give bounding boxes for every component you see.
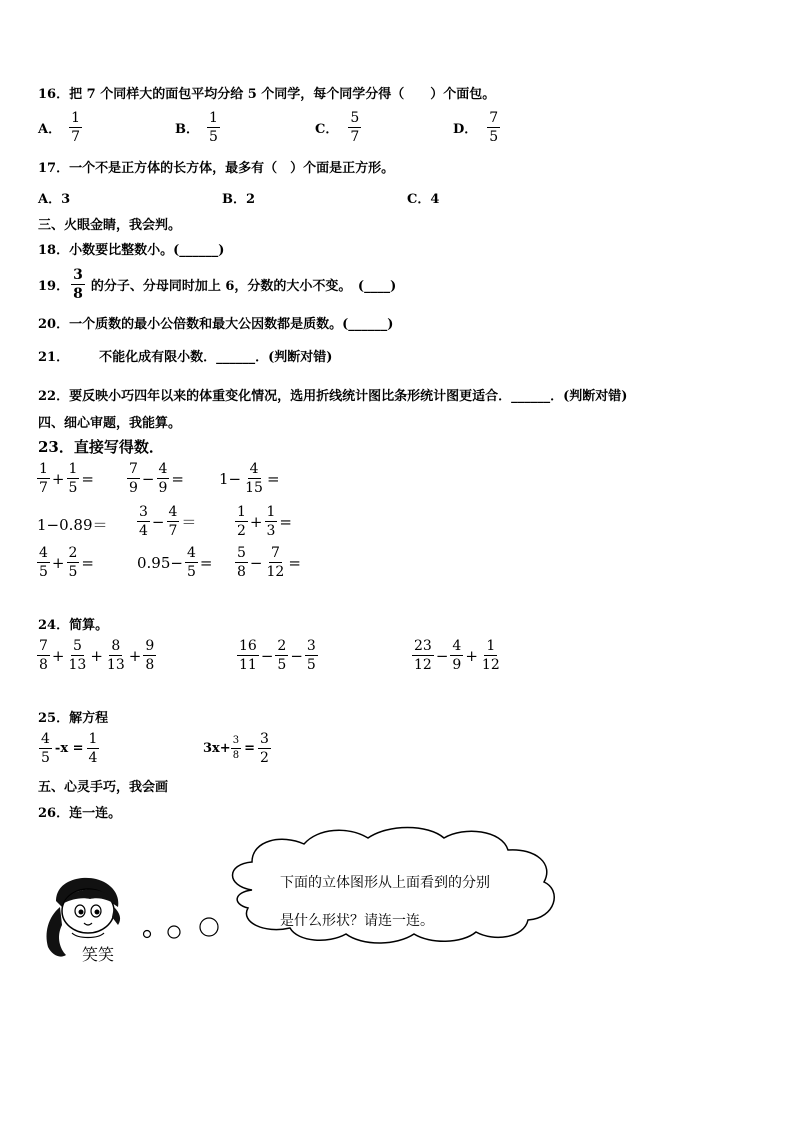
- q17-option-c[interactable]: C．4: [407, 192, 440, 207]
- q23-title: 23．直接写得数．: [38, 438, 164, 456]
- q23-r3-a: $\frac{4}{5}$ + $\frac{2}{5}$ =: [39, 545, 94, 580]
- fraction: $\frac{1}{12}$: [481, 638, 500, 673]
- q23-r2-c: $\frac{1}{2}$ + $\frac{1}{3}$ =: [237, 504, 292, 539]
- fraction: $\frac{3}{4}$: [139, 504, 148, 539]
- q23-r1-b: $\frac{7}{9}$ − $\frac{4}{9}$ =: [129, 461, 184, 496]
- fraction: $\frac{5}{13}$: [68, 638, 87, 673]
- fraction: $\frac{2}{5}$: [277, 638, 287, 673]
- fraction: $\frac{4}{9}$: [158, 461, 168, 496]
- fraction: $\frac{1}{7}$: [71, 110, 81, 145]
- fraction: $\frac{3}{2}$: [259, 731, 269, 766]
- fraction: $\frac{23}{12}$: [414, 638, 432, 673]
- fraction: $\frac{7}{12}$: [266, 545, 285, 580]
- q17-option-b[interactable]: B．2: [222, 192, 256, 207]
- fraction: $\frac{4}{9}$: [452, 638, 462, 673]
- section-3-heading: 三、火眼金睛，我会判。: [38, 218, 182, 233]
- q24-expr-2: $\frac{16}{11}$ − $\frac{2}{5}$ − $\frac{3}{5}$: [239, 638, 316, 673]
- section-5-heading: 五、心灵手巧，我会画: [38, 780, 169, 795]
- fraction: $\frac{1}{5}$: [68, 461, 78, 496]
- q17-option-a[interactable]: A．3: [38, 192, 71, 207]
- fraction: $\frac{4}{5}$: [186, 545, 196, 580]
- fraction: $\frac{7}{5}$: [489, 110, 499, 145]
- fraction: $\frac{8}{13}$: [106, 638, 125, 673]
- q24-expr-3: $\frac{23}{12}$ − $\frac{4}{9}$ + $\frac{1}{12}$: [414, 638, 500, 673]
- q16-option-a[interactable]: A． $\frac{1}{7}$: [38, 110, 81, 145]
- q23-r2-b: $\frac{3}{4}$ − $\frac{4}{7}$ ＝: [139, 504, 197, 539]
- bubble-line-2: 是什么形状？请连一连。: [280, 913, 434, 929]
- section-4-heading: 四、细心审题，我能算。: [38, 416, 182, 431]
- q18-text: 18．小数要比整数小。(______): [38, 243, 225, 258]
- q20-text: 20．一个质数的最小公倍数和最大公因数都是质数。(______): [38, 317, 394, 332]
- q23-r1-a: $\frac{1}{7}$ + $\frac{1}{5}$ =: [39, 461, 94, 496]
- fraction: $\frac{4}{7}$: [168, 504, 178, 539]
- q22-text: 22．要反映小巧四年以来的体重变化情况，选用折线统计图比条形统计图更适合．______．(判断对错): [38, 389, 628, 404]
- q24-expr-1: $\frac{7}{8}$ + $\frac{5}{13}$ + $\frac{8}{13}$ + $\frac{9}{8}$: [39, 638, 155, 673]
- fraction: $\frac{1}{4}$: [88, 731, 98, 766]
- girl-name-label: 笑笑: [82, 945, 115, 964]
- fraction: $\frac{1}{5}$: [209, 110, 218, 145]
- fraction: $\frac{9}{8}$: [145, 638, 155, 673]
- q19-row: 19． $\frac{3}{8}$ 的分子、分母同时加上 6，分数的大小不变。 (____): [38, 267, 397, 302]
- fraction: $\frac{4}{5}$: [41, 731, 50, 766]
- fraction: $\frac{3}{8}$: [232, 735, 240, 761]
- thought-dots: [138, 912, 222, 946]
- q23-r2-a: 1−0.89＝: [37, 516, 108, 534]
- bubble-line-1: 下面的立体图形从上面看到的分别: [280, 875, 490, 891]
- q16-option-b[interactable]: B． $\frac{1}{5}$: [175, 110, 218, 145]
- q16-text: 16．把 7 个同样大的面包平均分给 5 个同学，每个同学分得（ ）个面包。: [38, 87, 496, 102]
- fraction: $\frac{3}{5}$: [306, 638, 316, 673]
- fraction: $\frac{4}{5}$: [39, 545, 48, 580]
- q23-r3-b: 0.95− $\frac{4}{5}$ =: [137, 545, 213, 580]
- fraction: $\frac{3}{8}$: [73, 267, 83, 302]
- fraction: $\frac{1}{3}$: [266, 504, 276, 539]
- fraction: $\frac{1}{2}$: [237, 504, 246, 539]
- q25-equation-2: 3x+ $\frac{3}{8}$ = $\frac{3}{2}$: [203, 731, 269, 766]
- q16-option-c[interactable]: C． $\frac{5}{7}$: [315, 110, 360, 145]
- q25-equation-1: $\frac{4}{5}$ -x = $\frac{1}{4}$: [41, 731, 98, 766]
- fraction: $\frac{5}{8}$: [237, 545, 246, 580]
- fraction: $\frac{1}{7}$: [39, 461, 48, 496]
- q23-r1-c: 1− $\frac{4}{15}$ =: [219, 461, 280, 496]
- fraction: $\frac{4}{15}$: [245, 461, 263, 496]
- q23-r3-c: $\frac{5}{8}$ − $\frac{7}{12}$ =: [237, 545, 301, 580]
- q21-row: 21． 不能化成有限小数．______．(判断对错): [38, 350, 333, 365]
- fraction: $\frac{7}{9}$: [129, 461, 138, 496]
- fraction: $\frac{16}{11}$: [239, 638, 257, 673]
- q26-text: 26．连一连。: [38, 806, 122, 821]
- q25-title: 25．解方程: [38, 711, 109, 726]
- fraction: $\frac{2}{5}$: [68, 545, 78, 580]
- fraction: $\frac{5}{7}$: [350, 110, 360, 145]
- q24-title: 24．简算。: [38, 618, 109, 633]
- q16-option-d[interactable]: D． $\frac{7}{5}$: [453, 110, 499, 145]
- q17-text: 17．一个不是正方体的长方体，最多有（ ）个面是正方形。: [38, 161, 395, 176]
- fraction: $\frac{7}{8}$: [39, 638, 48, 673]
